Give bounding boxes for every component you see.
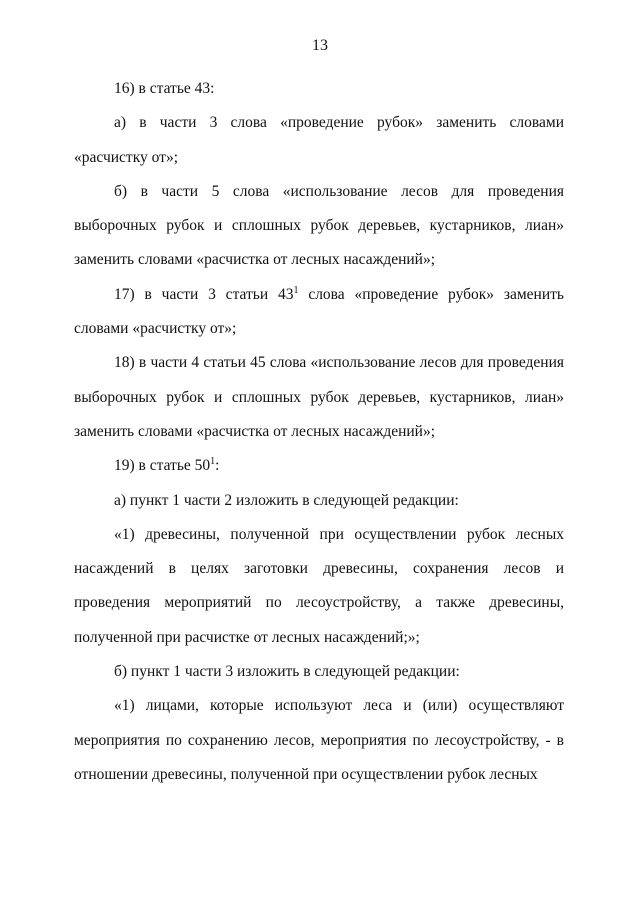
paragraph-17 — [74, 278, 564, 347]
paragraph-17-rest: слова «проведение рубок» заменить словами «расчистку от»; — [74, 285, 564, 338]
paragraph-16b: б) в части 5 слова «использование лесов для проведения выборочных рубок и сплошных рубок деревьев, кустарников, лиан» заменить словами «расчистка от лесных насаждений»; — [74, 182, 564, 269]
paragraph-19 — [74, 449, 564, 483]
document-body — [74, 72, 564, 792]
paragraph-16: 16) в статье 43: — [114, 80, 215, 97]
paragraph-19b: б) пункт 1 части 3 изложить в следующей редакции: — [114, 663, 460, 681]
paragraph-19-lead: 19) в статье 50 — [114, 457, 211, 475]
paragraph-17-lead: 17) в части 3 статьи 43 — [114, 285, 294, 303]
paragraph-19a-quote: «1) древесины, полученной при осуществлении рубок лесных насаждений в целях заготовки древесины, сохранения лесов и проведения мероприятий по лесоустройству, а также древесины, полученной при расчистке от лесных насаждений;»; — [74, 525, 564, 646]
paragraph-19-rest: : — [215, 457, 220, 475]
paragraph-18: 18) в части 4 статьи 45 слова «использование лесов для проведения выборочных рубок и сплошных рубок деревьев, кустарников, лиан» заменить словами «расчистка от лесных насаждений»; — [74, 354, 564, 440]
paragraph-19b-quote: «1) лицами, которые используют леса и (или) осуществляют мероприятия по сохранению лесов, мероприятия по лесоустройству, - в отношении древесины, полученной при осуществлении рубок лесных — [74, 697, 564, 783]
superscript-index: 1 — [210, 456, 216, 468]
paragraph-19a: а) пункт 1 части 2 изложить в следующей редакции: — [114, 491, 459, 509]
page-number: 13 — [312, 37, 328, 54]
paragraph-16a: а) в части 3 слова «проведение рубок» заменить словами «расчистку от»; — [74, 114, 564, 166]
superscript-index: 1 — [293, 284, 299, 296]
